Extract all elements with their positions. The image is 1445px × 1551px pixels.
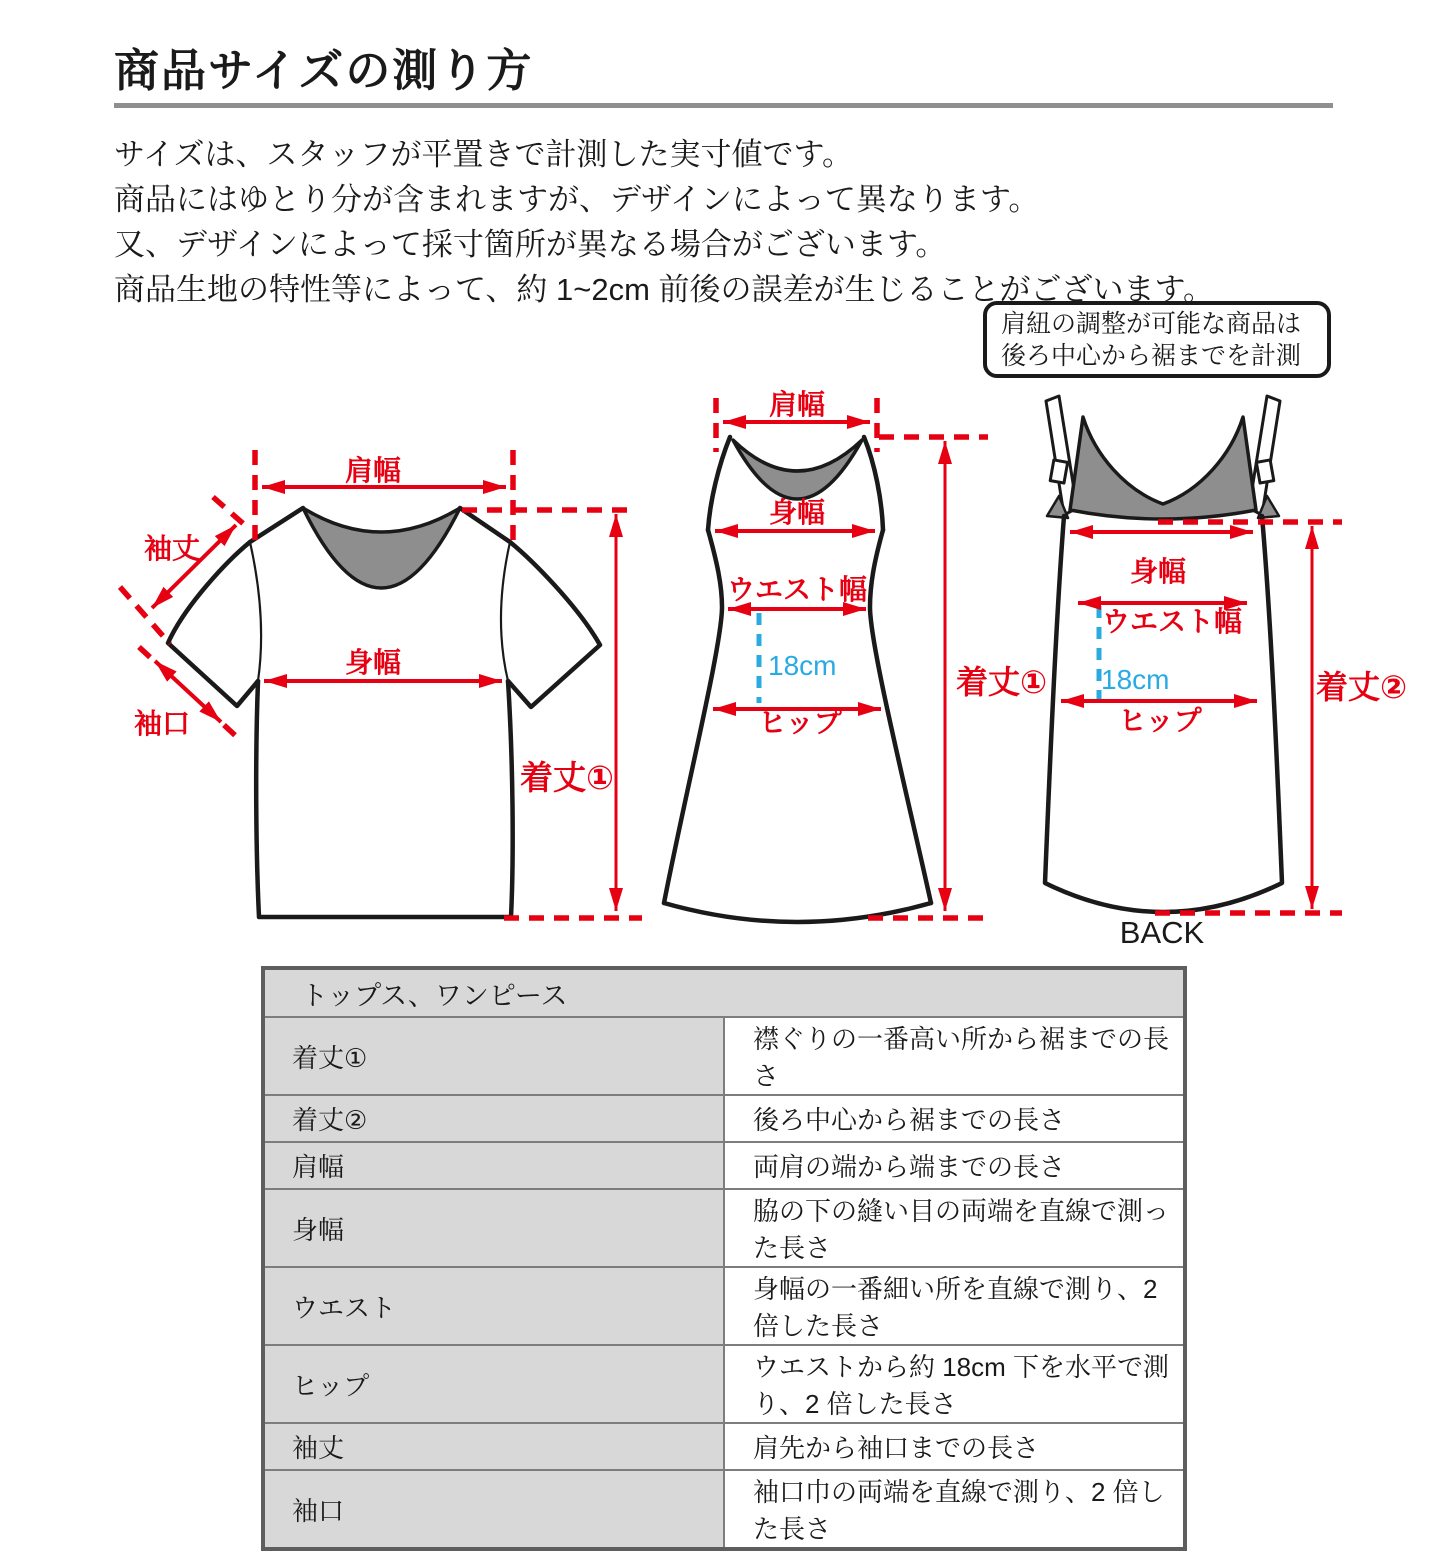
desc-cell: 袖口巾の両端を直線で測り、2 倍した長さ [724,1470,1185,1549]
dress-waist-width-label: ウエスト幅 [726,574,868,605]
intro-line: 又、デザインによって採寸箇所が異なる場合がございます。 [114,227,947,262]
term-cell: 肩幅 [263,1142,724,1189]
tshirt-collar [303,508,460,588]
term-cell: ウエスト [263,1267,724,1345]
camisole-waist-width-label: ウエスト幅 [1101,606,1243,637]
camisole-length-label: 着丈② [1316,669,1408,705]
tshirt-left-sleeve [168,542,258,706]
term-cell: 袖丈 [263,1423,724,1470]
intro-line: 商品にはゆとり分が含まれますが、デザインによって異なります。 [114,182,1040,217]
dress-right-armhole [864,437,883,530]
term-cell: 身幅 [263,1189,724,1267]
dress-body-width-label: 身幅 [768,497,826,528]
tshirt-right-sleeve [508,542,600,707]
table-header-row [263,968,1185,1017]
table-row [263,1017,1185,1095]
tshirt-length-label: 着丈① [520,759,614,796]
dress-left-side [664,530,722,903]
camisole-back-label: BACK [1119,915,1205,950]
table-row [263,1345,1185,1423]
tshirt-sleeve-length-label: 袖丈 [143,533,201,564]
dress-shoulder-width-label: 肩幅 [768,389,826,420]
dress-left-armhole [708,437,730,530]
desc-cell: 身幅の一番細い所を直線で測り、2 倍した長さ [724,1267,1185,1345]
desc-cell: 襟ぐりの一番高い所から裾までの長さ [724,1017,1185,1095]
camisole-body-width-label: 身幅 [1129,556,1187,587]
measurement-table [261,966,1187,1551]
page-title: 商品サイズの測り方 [114,45,534,96]
desc-cell: 両肩の端から端までの長さ [724,1142,1185,1189]
term-cell: ヒップ [263,1345,724,1423]
tshirt-outline [168,508,600,917]
table-header: トップス、ワンピース [263,968,1185,1017]
dress-hip-label: ヒップ [758,707,842,738]
table-row [263,1423,1185,1470]
table-row [263,1267,1185,1345]
tshirt-body [256,681,512,917]
tshirt-shoulder-width-label: 肩幅 [344,455,402,486]
camisole-right-buckle [1256,460,1273,483]
dress-right-side [870,530,931,903]
intro-line: 商品生地の特性等によって、約 1~2cm 前後の誤差が生じることがございます。 [114,272,1215,307]
desc-cell: 後ろ中心から裾までの長さ [724,1095,1185,1142]
dress-diagram [664,388,1047,922]
dress-18cm-label: 18cm [768,650,837,681]
camisole-18cm-label: 18cm [1101,664,1170,695]
desc-cell: ウエストから約 18cm 下を水平で測り、2 倍した長さ [724,1345,1185,1423]
camisole-hip-label: ヒップ [1118,705,1202,736]
table-row [263,1470,1185,1549]
table-row [263,1142,1185,1189]
dress-hem [664,903,931,922]
intro-line: サイズは、スタッフが平置きで計測した実寸値です。 [114,137,854,172]
term-cell: 着丈② [263,1095,724,1142]
camisole-bra-panel [1070,417,1256,519]
dress-collar [733,440,862,499]
table-row [263,1095,1185,1142]
dress-length-label: 着丈① [956,664,1048,700]
tshirt-body-width-label: 身幅 [344,647,402,678]
tshirt-cuff-label: 袖口 [133,708,191,739]
note-line-1: 肩紐の調整が可能な商品は [1001,310,1302,338]
term-cell: 着丈① [263,1017,724,1095]
term-cell: 袖口 [263,1470,724,1549]
tshirt-diagram [120,450,642,918]
desc-cell: 肩先から袖口までの長さ [724,1423,1185,1470]
desc-cell: 脇の下の縫い目の両端を直線で測った長さ [724,1189,1185,1267]
note-line-2: 後ろ中心から裾までを計測 [1001,342,1302,370]
table-row [263,1189,1185,1267]
camisole-diagram [1045,396,1407,950]
camisole-left-buckle [1050,460,1067,483]
tshirt-construction-lines [120,450,642,918]
camisole-outline [1045,396,1282,912]
